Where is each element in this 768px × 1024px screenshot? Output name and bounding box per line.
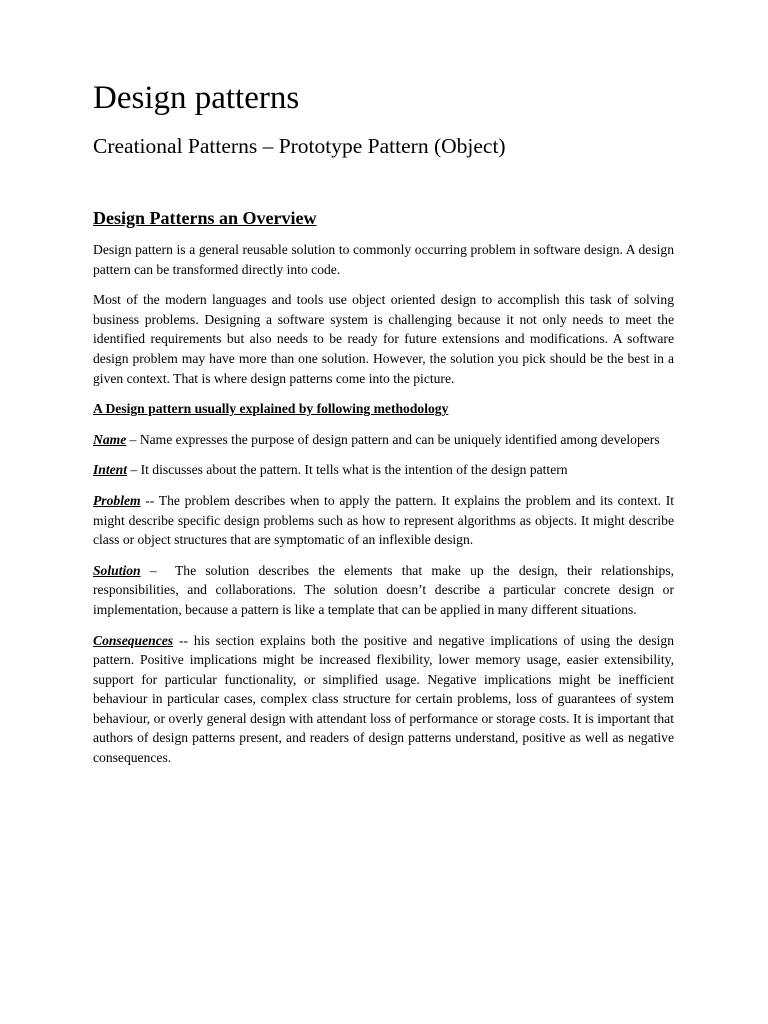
term-name: Name [93,431,127,447]
term-solution: Solution [93,562,141,578]
term-description: his section explains both the positive and negative implications of using the design pattern. Positive implications might be increased flexibility, lower memory usage, easier extensibility, support for particular functionality, or simplified usage. Negative implications might be inefficient behaviour in particular cases, complex class structure for certain problems, loss of guarantees of system behaviour, or overly general design with attendant loss of performance or storage costs. It is important that authors of design patterns present, and readers of design patterns understand, positive as well as negative consequences. [93,632,674,766]
term-consequences: Consequences [93,632,174,648]
methodology-item-solution [93,561,674,620]
overview-paragraph-1: Design pattern is a general reusable solution to commonly occurring problem in software design. A design pattern can be transformed directly into code. [93,242,674,277]
methodology-item-intent [93,460,674,480]
term-separator: -- [140,492,159,508]
term-intent: Intent [93,462,127,478]
document-page [93,78,674,768]
term-description: Name expresses the purpose of design pattern and can be uniquely identified among developers [139,431,660,447]
term-separator: – [127,462,141,478]
methodology-item-consequences [93,631,674,768]
methodology-item-name [93,430,674,450]
document-subtitle: Creational Patterns – Prototype Pattern (Object) [93,134,506,158]
document-title: Design patterns [93,80,300,116]
methodology-heading: A Design pattern usually explained by following methodology [93,401,449,417]
term-description: The solution describes the elements that make up the design, their relationships, responsibilities, and collaborations. The solution doesn’t describe a particular concrete design or implementation, because a pattern is like a template that can be applied in many different situations. [93,562,675,617]
term-separator: – [126,431,140,447]
term-separator: – [140,562,175,578]
section-heading: Design Patterns an Overview [93,208,317,228]
term-separator: -- [173,632,194,648]
term-problem: Problem [93,492,141,508]
term-description: The problem describes when to apply the pattern. It explains the problem and its context. It might describe specific design problems such as how to represent algorithms as objects. It might describe class or object structures that are symptomatic of an inflexible design. [93,492,675,548]
term-description: It discusses about the pattern. It tells what is the intention of the design pattern [140,462,568,478]
methodology-item-problem [93,491,674,550]
overview-paragraph-2: Most of the modern languages and tools use object oriented design to accomplish this task of solving business problems. Designing a software system is challenging because it not only needs to meet the identified requirements but also needs to be ready for future extensions and modifications. A software design problem may have more than one solution. However, the solution you pick should be the best in a given context. That is where design patterns come into the picture. [93,292,674,386]
